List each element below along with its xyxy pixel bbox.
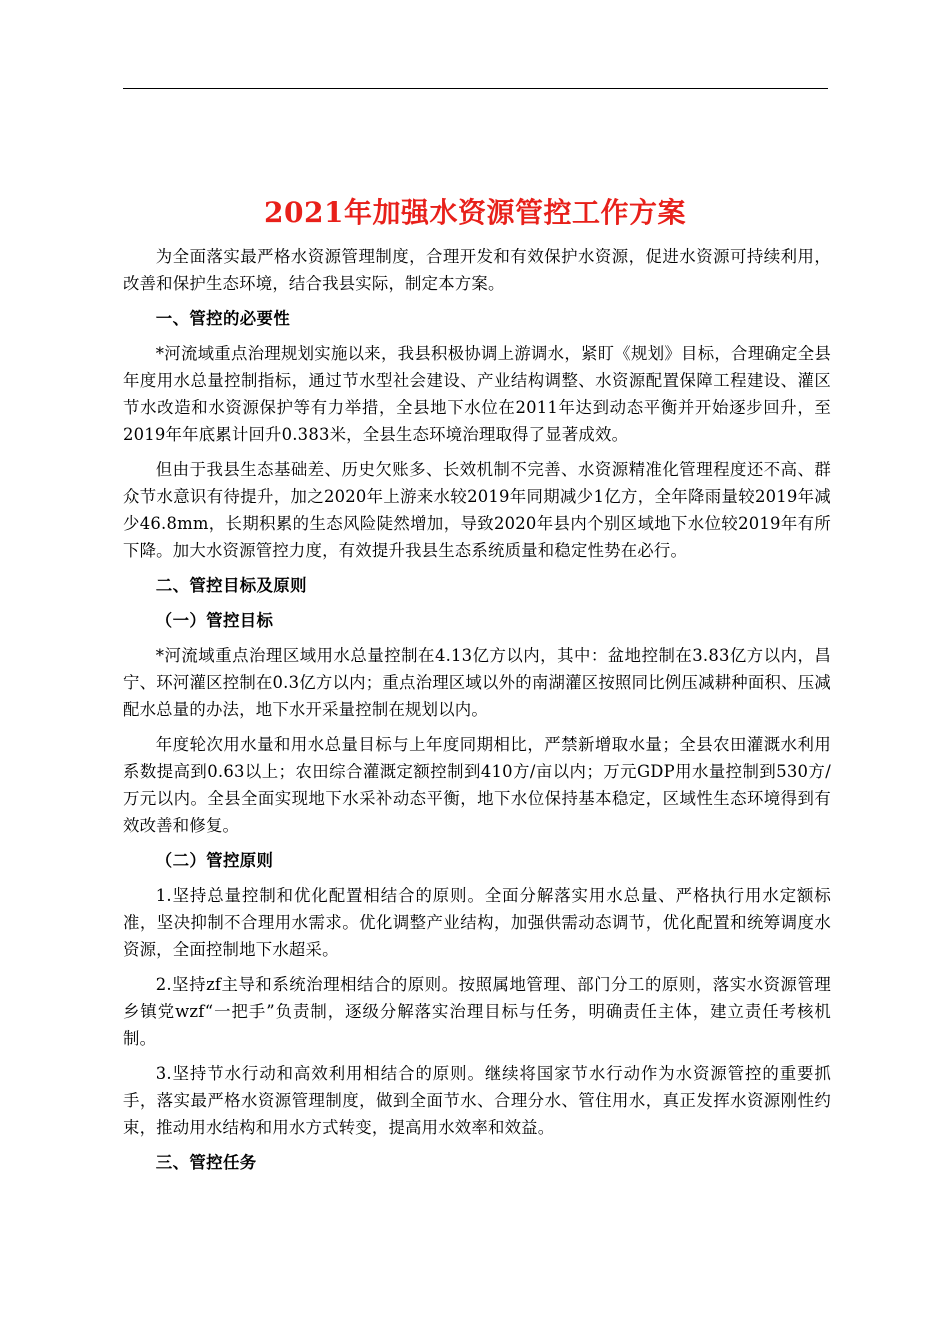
section-2-sub-1-heading: （一）管控目标 [155, 611, 274, 630]
section-2-sub-2-paragraph-2: 2.坚持zf主导和系统治理相结合的原则。按照属地管理、部门分工的原则，落实水资源管理乡镇党wzf“一把手”负责制，逐级分解落实治理目标与任务，明确责任主体，建立责任考核机制。 [123, 975, 831, 1048]
section-2-sub-2-heading: （二）管控原则 [155, 851, 274, 870]
section-2-sub-1-paragraph-1: *河流域重点治理区域用水总量控制在4.13亿方以内，其中：盆地控制在3.83亿方以内，昌宁、环河灌区控制在0.3亿方以内；重点治理区域以外的南湖灌区按照同比例压减耕种面积、压减配水总量的办法，地下水开采量控制在规划以内。 [123, 646, 831, 719]
section-1-paragraph-1: *河流域重点治理规划实施以来，我县积极协调上游调水，紧盯《规划》目标，合理确定全县年度用水总量控制指标，通过节水型社会建设、产业结构调整、水资源配置保障工程建设、灌区节水改造和水资源保护等有力举措，全县地下水位在2011年达到动态平衡并开始逐步回升，至2019年年底累计回升0.383米，全县生态环境治理取得了显著成效。 [123, 344, 831, 444]
intro-paragraph: 为全面落实最严格水资源管理制度，合理开发和有效保护水资源，促进水资源可持续利用，改善和保护生态环境，结合我县实际，制定本方案。 [123, 247, 831, 293]
section-2-sub-2-paragraph-1: 1.坚持总量控制和优化配置相结合的原则。全面分解落实用水总量、严格执行用水定额标准，坚决抑制不合理用水需求。优化调整产业结构，加强供需动态调节，优化配置和统筹调度水资源，全面控制地下水超采。 [123, 886, 831, 959]
section-2-sub-2-paragraph-3: 3.坚持节水行动和高效利用相结合的原则。继续将国家节水行动作为水资源管控的重要抓手，落实最严格水资源管理制度，做到全面节水、合理分水、管住用水，真正发挥水资源刚性约束，推动用水结构和用水方式转变，提高用水效率和效益。 [123, 1064, 831, 1137]
section-2-heading: 二、管控目标及原则 [155, 576, 307, 595]
document-title: 2021年加强水资源管控工作方案 [264, 196, 686, 229]
section-1-paragraph-2: 但由于我县生态基础差、历史欠账多、长效机制不完善、水资源精准化管理程度还不高、群众节水意识有待提升，加之2020年上游来水较2019年同期减少1亿方，全年降雨量较2019年减少46.8mm，长期积累的生态风险陡然增加，导致2020年县内个别区域地下水位较2019年有所下降。加大水资源管控力度，有效提升我县生态系统质量和稳定性势在必行。 [123, 460, 831, 560]
document-body [123, 243, 831, 1184]
section-3-heading: 三、管控任务 [155, 1153, 257, 1172]
section-1-heading: 一、管控的必要性 [155, 309, 291, 328]
section-2-sub-1-paragraph-2: 年度轮次用水量和用水总量目标与上年度同期相比，严禁新增取水量；全县农田灌溉水利用系数提高到0.63以上；农田综合灌溉定额控制到410方/亩以内；万元GDP用水量控制到530方/万元以内。全县全面实现地下水采补动态平衡，地下水位保持基本稳定，区域性生态环境得到有效改善和修复。 [123, 735, 831, 835]
header-rule [123, 88, 828, 89]
